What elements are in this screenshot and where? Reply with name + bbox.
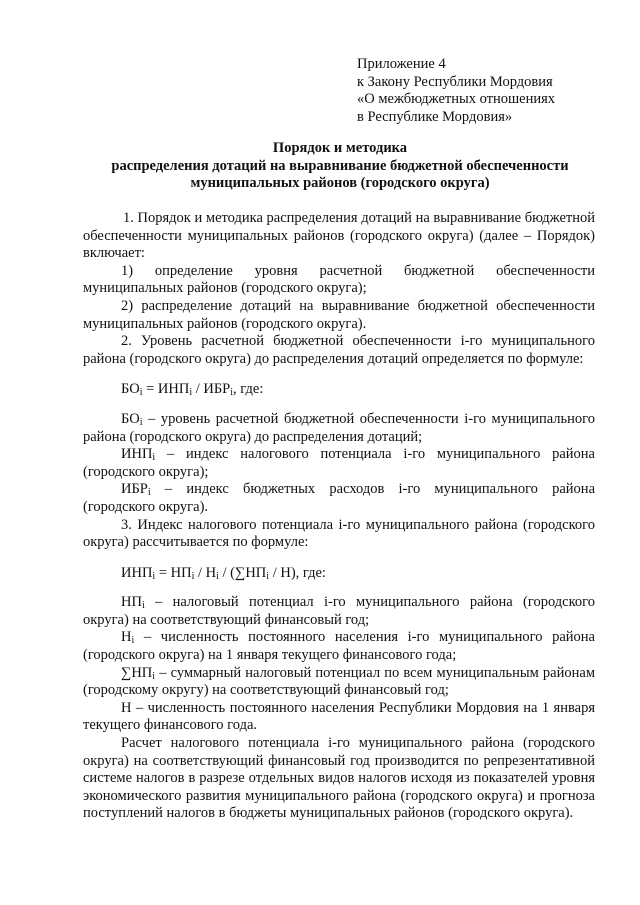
paragraph-3: 3. Индекс налогового потенциала i-го муниципального района (городского округа) рассчитывается по формуле: bbox=[83, 516, 595, 551]
subscript: i bbox=[131, 635, 135, 647]
definition-n: Н – численность постоянного населения Республики Мордовия на 1 января текущего финансового года. bbox=[83, 699, 595, 734]
subscript: i bbox=[152, 670, 156, 682]
document-title bbox=[60, 140, 620, 193]
appendix-line: Приложение 4 bbox=[357, 56, 446, 72]
paragraph-2: 2. Уровень расчетной бюджетной обеспеченности i-го муниципального района (городского округа) до распределения дотаций определяется по формуле: bbox=[83, 333, 595, 367]
definition-inp bbox=[83, 446, 595, 481]
definition-text: – налоговый потенциал i-го муниципального района (городского округа) на соответствующий финансовый год; bbox=[83, 594, 595, 628]
subscript: i bbox=[230, 387, 234, 399]
subscript: i bbox=[216, 570, 219, 582]
definition-ibr bbox=[83, 481, 595, 516]
paragraph-1: 1. Порядок и методика распределения дотаций на выравнивание бюджетной обеспеченности муниципальных районов (городского округа) (далее – Порядок) включает: bbox=[83, 210, 595, 262]
title-line: муниципальных районов (городского округа) bbox=[190, 175, 490, 191]
definition-text: – индекс бюджетных расходов i-го муниципального района (городского округа). bbox=[83, 481, 595, 515]
subscript: i bbox=[147, 487, 151, 499]
title-line: распределения дотаций на выравнивание бюджетной обеспеченности bbox=[111, 157, 569, 174]
subscript: i bbox=[152, 570, 156, 582]
definition-text: – уровень расчетной бюджетной обеспеченности i-го муниципального района (городского округа) до распределения дотаций; bbox=[83, 410, 595, 445]
formula-bo bbox=[121, 381, 595, 399]
paragraph-1-item-2: 2) распределение дотаций на выравнивание бюджетной обеспеченности муниципальных районов (городского округа). bbox=[83, 297, 595, 332]
subscript: i bbox=[191, 570, 195, 582]
appendix-line: в Республике Мордовия» bbox=[357, 108, 513, 125]
appendix-line: к Закону Республики Мордовия bbox=[357, 73, 553, 90]
appendix-header bbox=[357, 56, 555, 126]
definition-text: – суммарный налоговый потенциал по всем муниципальным районам (городскому округу) на соответствующий финансовый год; bbox=[83, 664, 595, 699]
definition-symbol: НП bbox=[121, 594, 142, 611]
formula-term: ИНП bbox=[121, 564, 153, 581]
formula-term: БО bbox=[121, 381, 140, 398]
definition-symbol: БО bbox=[121, 410, 140, 427]
title-line: Порядок и методика bbox=[272, 140, 408, 156]
definition-symbol: Н bbox=[121, 629, 132, 646]
subscript: i bbox=[139, 387, 143, 399]
document-body bbox=[83, 210, 595, 823]
appendix-line: «О межбюджетных отношениях bbox=[357, 91, 556, 107]
formula-term: / Н bbox=[194, 564, 217, 581]
definition-text: – численность постоянного населения i-го муниципального района (городского округа) на 1 января текущего финансового года; bbox=[83, 629, 595, 664]
formula-term: = НП bbox=[155, 564, 192, 581]
definition-text: – индекс налогового потенциала i-го муниципального района (городского округа); bbox=[83, 446, 595, 480]
formula-term: / (∑НП bbox=[218, 564, 267, 581]
formula-term: / Н), где: bbox=[269, 564, 326, 581]
formula-inp bbox=[121, 565, 595, 583]
formula-term: = ИНП bbox=[142, 381, 190, 398]
formula-term: / ИБР bbox=[192, 381, 231, 398]
paragraph-4: Расчет налогового потенциала i-го муниципального района (городского округа) на соответствующий финансовый год производится по репрезентативной системе налогов в разрезе отдельных видов налогов исходя из показателей уровня экономического развития муниципального района (городского округа) и прогноза поступлений налогов в бюджеты муниципальных районов (городского округа). bbox=[83, 735, 595, 822]
definition-n-i bbox=[83, 629, 595, 664]
definition-bo bbox=[83, 411, 595, 446]
definition-symbol: ИНП bbox=[121, 446, 153, 463]
subscript: i bbox=[266, 570, 270, 582]
subscript: i bbox=[152, 452, 156, 464]
formula-term: , где: bbox=[233, 381, 264, 398]
paragraph-1-item-1: 1) определение уровня расчетной бюджетной обеспеченности муниципальных районов (городского округа); bbox=[83, 262, 595, 297]
definition-sum-np bbox=[83, 665, 595, 700]
definition-symbol: ∑НП bbox=[121, 664, 153, 681]
subscript: i bbox=[141, 600, 145, 612]
subscript: i bbox=[189, 387, 193, 399]
subscript: i bbox=[139, 416, 143, 428]
definition-symbol: ИБР bbox=[121, 481, 148, 498]
definition-np bbox=[83, 594, 595, 629]
